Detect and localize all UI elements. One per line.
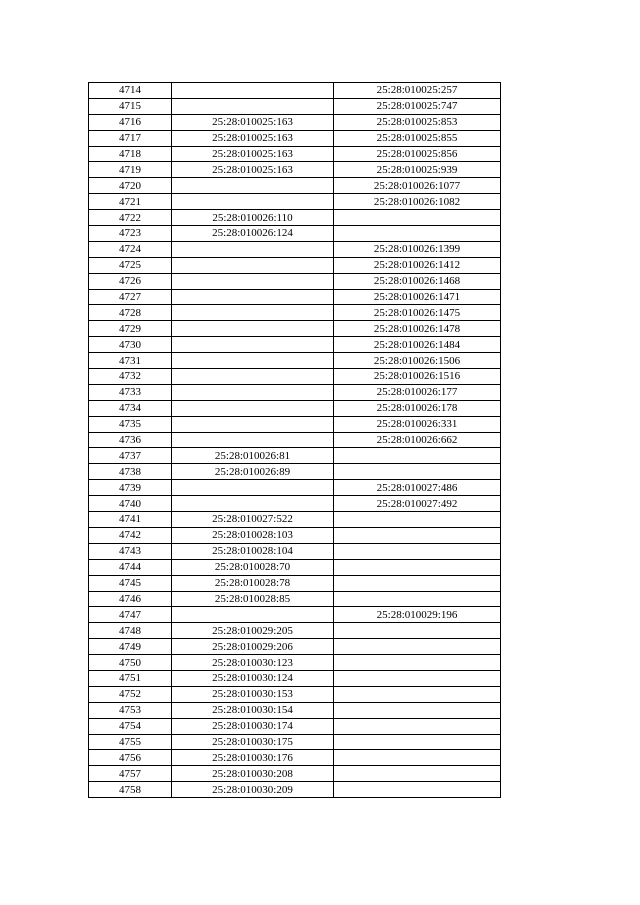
row-number-cell: 4734 — [89, 400, 172, 416]
related-cadastral-number-cell — [334, 623, 501, 639]
table-row — [89, 194, 501, 210]
row-number-cell: 4736 — [89, 432, 172, 448]
related-cadastral-number-cell: 25:28:010025:853 — [334, 114, 501, 130]
related-cadastral-number-cell — [334, 655, 501, 671]
table-row — [89, 480, 501, 496]
table-row — [89, 607, 501, 623]
related-cadastral-number-cell: 25:28:010026:1471 — [334, 289, 501, 305]
table-row — [89, 750, 501, 766]
cadastral-number-cell — [172, 273, 334, 289]
cadastral-number-cell — [172, 194, 334, 210]
row-number-cell: 4717 — [89, 130, 172, 146]
table-row — [89, 257, 501, 273]
cadastral-number-cell — [172, 480, 334, 496]
cadastral-number-cell — [172, 289, 334, 305]
related-cadastral-number-cell: 25:28:010027:486 — [334, 480, 501, 496]
cadastral-number-cell: 25:28:010026:110 — [172, 210, 334, 226]
related-cadastral-number-cell — [334, 543, 501, 559]
row-number-cell: 4752 — [89, 686, 172, 702]
related-cadastral-number-cell: 25:28:010025:939 — [334, 162, 501, 178]
cadastral-number-cell — [172, 98, 334, 114]
table-row — [89, 305, 501, 321]
table-row — [89, 273, 501, 289]
table-row — [89, 448, 501, 464]
table-row — [89, 718, 501, 734]
row-number-cell: 4755 — [89, 734, 172, 750]
table-row — [89, 114, 501, 130]
related-cadastral-number-cell — [334, 527, 501, 543]
related-cadastral-number-cell — [334, 766, 501, 782]
row-number-cell: 4725 — [89, 257, 172, 273]
cadastral-number-cell: 25:28:010025:163 — [172, 114, 334, 130]
table-row — [89, 353, 501, 369]
cadastral-number-cell: 25:28:010025:163 — [172, 146, 334, 162]
related-cadastral-number-cell — [334, 210, 501, 226]
cadastral-number-cell: 25:28:010030:153 — [172, 686, 334, 702]
row-number-cell: 4720 — [89, 178, 172, 194]
table-row — [89, 623, 501, 639]
related-cadastral-number-cell: 25:28:010025:747 — [334, 98, 501, 114]
table-row — [89, 321, 501, 337]
row-number-cell: 4740 — [89, 496, 172, 512]
cadastral-number-cell — [172, 607, 334, 623]
related-cadastral-number-cell: 25:28:010026:1506 — [334, 353, 501, 369]
related-cadastral-number-cell: 25:28:010026:1475 — [334, 305, 501, 321]
cadastral-number-cell: 25:28:010030:123 — [172, 655, 334, 671]
row-number-cell: 4737 — [89, 448, 172, 464]
table-row — [89, 178, 501, 194]
related-cadastral-number-cell — [334, 559, 501, 575]
row-number-cell: 4733 — [89, 384, 172, 400]
related-cadastral-number-cell: 25:28:010026:1077 — [334, 178, 501, 194]
cadastral-number-cell: 25:28:010030:175 — [172, 734, 334, 750]
cadastral-number-cell: 25:28:010028:104 — [172, 543, 334, 559]
related-cadastral-number-cell: 25:28:010025:257 — [334, 83, 501, 99]
table-row — [89, 241, 501, 257]
cadastral-number-cell — [172, 178, 334, 194]
row-number-cell: 4751 — [89, 670, 172, 686]
table-row — [89, 83, 501, 99]
table-row — [89, 496, 501, 512]
cadastral-number-cell — [172, 257, 334, 273]
cadastral-number-cell: 25:28:010029:206 — [172, 639, 334, 655]
cadastral-number-cell: 25:28:010029:205 — [172, 623, 334, 639]
cadastral-number-cell — [172, 432, 334, 448]
row-number-cell: 4719 — [89, 162, 172, 178]
row-number-cell: 4757 — [89, 766, 172, 782]
related-cadastral-number-cell: 25:28:010026:1484 — [334, 337, 501, 353]
row-number-cell: 4753 — [89, 702, 172, 718]
cadastral-number-cell — [172, 416, 334, 432]
table-row — [89, 702, 501, 718]
row-number-cell: 4732 — [89, 369, 172, 385]
cadastral-number-cell: 25:28:010025:163 — [172, 162, 334, 178]
table-row — [89, 130, 501, 146]
table-row — [89, 734, 501, 750]
related-cadastral-number-cell — [334, 702, 501, 718]
cadastral-number-cell: 25:28:010028:70 — [172, 559, 334, 575]
table-row — [89, 559, 501, 575]
table-row — [89, 670, 501, 686]
cadastral-number-cell: 25:28:010026:124 — [172, 226, 334, 242]
related-cadastral-number-cell: 25:28:010026:1516 — [334, 369, 501, 385]
table-row — [89, 400, 501, 416]
row-number-cell: 4750 — [89, 655, 172, 671]
related-cadastral-number-cell — [334, 670, 501, 686]
related-cadastral-number-cell — [334, 782, 501, 798]
cadastral-number-cell: 25:28:010027:522 — [172, 512, 334, 528]
row-number-cell: 4718 — [89, 146, 172, 162]
table-row — [89, 639, 501, 655]
row-number-cell: 4724 — [89, 241, 172, 257]
cadastral-number-cell — [172, 384, 334, 400]
row-number-cell: 4748 — [89, 623, 172, 639]
table-row — [89, 575, 501, 591]
table-row — [89, 432, 501, 448]
related-cadastral-number-cell: 25:28:010025:855 — [334, 130, 501, 146]
table-row — [89, 464, 501, 480]
table-row — [89, 162, 501, 178]
cadastral-number-cell — [172, 83, 334, 99]
table-row — [89, 337, 501, 353]
related-cadastral-number-cell — [334, 448, 501, 464]
row-number-cell: 4754 — [89, 718, 172, 734]
row-number-cell: 4739 — [89, 480, 172, 496]
row-number-cell: 4728 — [89, 305, 172, 321]
table-row — [89, 384, 501, 400]
related-cadastral-number-cell — [334, 591, 501, 607]
cadastral-number-cell: 25:28:010028:103 — [172, 527, 334, 543]
row-number-cell: 4723 — [89, 226, 172, 242]
related-cadastral-number-cell: 25:28:010026:1468 — [334, 273, 501, 289]
related-cadastral-number-cell — [334, 575, 501, 591]
row-number-cell: 4726 — [89, 273, 172, 289]
table-row — [89, 416, 501, 432]
row-number-cell: 4735 — [89, 416, 172, 432]
table-row — [89, 591, 501, 607]
table-row — [89, 782, 501, 798]
row-number-cell: 4756 — [89, 750, 172, 766]
row-number-cell: 4738 — [89, 464, 172, 480]
table-row — [89, 369, 501, 385]
cadastral-number-table — [88, 82, 501, 798]
table-row — [89, 512, 501, 528]
table-row — [89, 655, 501, 671]
related-cadastral-number-cell — [334, 464, 501, 480]
cadastral-number-cell: 25:28:010025:163 — [172, 130, 334, 146]
row-number-cell: 4742 — [89, 527, 172, 543]
row-number-cell: 4749 — [89, 639, 172, 655]
related-cadastral-number-cell: 25:28:010026:1478 — [334, 321, 501, 337]
cadastral-number-cell — [172, 241, 334, 257]
related-cadastral-number-cell — [334, 686, 501, 702]
related-cadastral-number-cell — [334, 512, 501, 528]
table-body — [89, 83, 501, 798]
row-number-cell: 4746 — [89, 591, 172, 607]
table-row — [89, 226, 501, 242]
cadastral-number-cell: 25:28:010026:81 — [172, 448, 334, 464]
row-number-cell: 4721 — [89, 194, 172, 210]
related-cadastral-number-cell: 25:28:010026:662 — [334, 432, 501, 448]
table-row — [89, 210, 501, 226]
row-number-cell: 4716 — [89, 114, 172, 130]
row-number-cell: 4747 — [89, 607, 172, 623]
table-row — [89, 289, 501, 305]
table-row — [89, 543, 501, 559]
row-number-cell: 4741 — [89, 512, 172, 528]
related-cadastral-number-cell — [334, 734, 501, 750]
cadastral-number-cell — [172, 305, 334, 321]
cadastral-number-cell — [172, 400, 334, 416]
related-cadastral-number-cell: 25:28:010026:178 — [334, 400, 501, 416]
related-cadastral-number-cell: 25:28:010025:856 — [334, 146, 501, 162]
cadastral-number-cell: 25:28:010028:85 — [172, 591, 334, 607]
cadastral-number-cell: 25:28:010026:89 — [172, 464, 334, 480]
cadastral-number-cell — [172, 337, 334, 353]
table-row — [89, 98, 501, 114]
table-row — [89, 766, 501, 782]
related-cadastral-number-cell: 25:28:010026:1082 — [334, 194, 501, 210]
row-number-cell: 4722 — [89, 210, 172, 226]
related-cadastral-number-cell — [334, 226, 501, 242]
row-number-cell: 4730 — [89, 337, 172, 353]
table-row — [89, 146, 501, 162]
cadastral-number-cell: 25:28:010030:209 — [172, 782, 334, 798]
cadastral-number-cell: 25:28:010030:174 — [172, 718, 334, 734]
related-cadastral-number-cell — [334, 750, 501, 766]
cadastral-number-cell: 25:28:010030:124 — [172, 670, 334, 686]
row-number-cell: 4715 — [89, 98, 172, 114]
related-cadastral-number-cell: 25:28:010027:492 — [334, 496, 501, 512]
table-row — [89, 527, 501, 543]
row-number-cell: 4714 — [89, 83, 172, 99]
table-row — [89, 686, 501, 702]
row-number-cell: 4758 — [89, 782, 172, 798]
cadastral-number-cell — [172, 321, 334, 337]
cadastral-number-cell: 25:28:010028:78 — [172, 575, 334, 591]
cadastral-number-cell — [172, 496, 334, 512]
cadastral-number-cell — [172, 369, 334, 385]
related-cadastral-number-cell — [334, 639, 501, 655]
row-number-cell: 4729 — [89, 321, 172, 337]
row-number-cell: 4743 — [89, 543, 172, 559]
row-number-cell: 4727 — [89, 289, 172, 305]
row-number-cell: 4731 — [89, 353, 172, 369]
row-number-cell: 4745 — [89, 575, 172, 591]
related-cadastral-number-cell: 25:28:010026:331 — [334, 416, 501, 432]
row-number-cell: 4744 — [89, 559, 172, 575]
related-cadastral-number-cell — [334, 718, 501, 734]
related-cadastral-number-cell: 25:28:010029:196 — [334, 607, 501, 623]
cadastral-number-cell: 25:28:010030:176 — [172, 750, 334, 766]
related-cadastral-number-cell: 25:28:010026:177 — [334, 384, 501, 400]
cadastral-number-cell: 25:28:010030:154 — [172, 702, 334, 718]
cadastral-number-cell: 25:28:010030:208 — [172, 766, 334, 782]
cadastral-number-cell — [172, 353, 334, 369]
related-cadastral-number-cell: 25:28:010026:1399 — [334, 241, 501, 257]
related-cadastral-number-cell: 25:28:010026:1412 — [334, 257, 501, 273]
